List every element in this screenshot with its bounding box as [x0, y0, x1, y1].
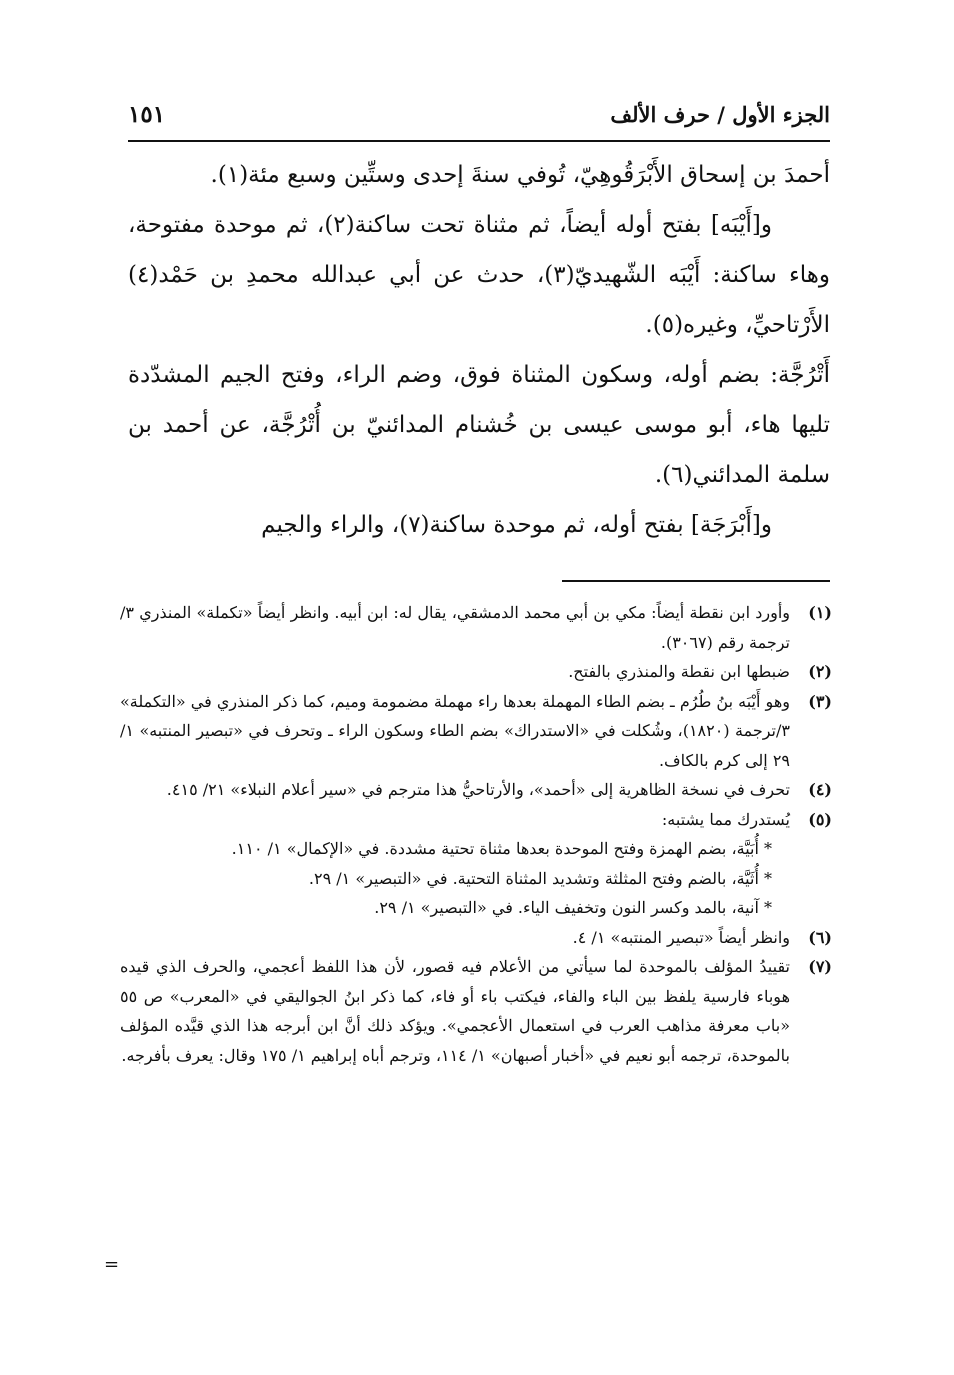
footnote-text: وانظر أيضاً «تبصير المنتبه» ١/ ٤. [572, 927, 790, 947]
page-number: ١٥١ [128, 100, 166, 128]
paragraph-1: أحمدَ بن إسحاق الأَبْرَقُوهِيّ، تُوفي سنةَ إحدى وستِّين وسبع مئة(١). [210, 162, 830, 188]
footnotes [120, 598, 832, 1070]
header-rule [128, 140, 830, 142]
footnote-text: وأورد ابن نقطة أيضاً: مكي بن أبي محمد الدمشقي، يقال له: ابن أبيه. وانظر أيضاً «تكملة» المنذري ٣/ترجمة رقم (٣٠٦٧). [120, 603, 790, 652]
paragraph-2: و[أَيْبَه] بفتح أوله أيضاً، ثم مثناة تحت ساكنة(٢)، ثم موحدة مفتوحة، وهاء ساكنة: أَيْبَه الشّهيديّ(٣)، حدث عن أبي عبدالله محمدِ بن حَمْد(٤) الأَرْتاحيِّ، وغيره(٥). [128, 212, 831, 338]
footnote-subitem: * آنية، بالمد وكسر النون وتخفيف الياء. في «التبصير» ١/ ٢٩. [374, 898, 772, 917]
footnote-number: (٧) [808, 957, 832, 976]
footnote-2 [120, 657, 832, 687]
paragraph-3: أَتْرُجَّة: بضم أوله، وسكون المثناة فوق، وضم الراء، وفتح الجيم المشدّدة تليها هاء، أبو موسى عيسى بن خُشنام المدائنيّ بن أُتْرُجَّة، عن أحمد بن سلمة المدائني(٦). [128, 362, 830, 488]
footnote-number: (٥) [808, 809, 832, 829]
footnote-text [120, 805, 790, 923]
footnote-5 [120, 805, 832, 923]
footnote-6 [120, 923, 832, 953]
margin-marker: = [104, 1254, 120, 1275]
footnote-number: (٤) [808, 780, 832, 799]
footnote-4 [120, 775, 832, 805]
footnote-7 [120, 952, 832, 1070]
main-text [128, 150, 830, 550]
footnote-text: وهو أَيْبَه بنُ طُرُم ـ بضم الطاء المهملة بعدها راء مهملة مضمومة وميم، كما ذكر المنذري في «التكملة» ٣/ترجمة (١٨٢٠)، وشُكلت في «الاستدراك» بضم الطاء وسكون الراء ـ وتحرف في «تبصير المنتبه» ١/ ٢٩ إلى كرم بالكاف. [120, 691, 790, 770]
footnote-3 [120, 687, 832, 776]
footnote-rule [562, 580, 830, 582]
footnote-number: (٦) [808, 927, 832, 947]
page-header [128, 92, 830, 136]
running-title: الجزء الأول / حرف الألف [610, 101, 830, 127]
footnote-text: تقييدُ المؤلف بالموحدة لما سيأتي من الأعلام فيه قصور، لأن هذا اللفظ أعجمي، والحرف الذي قيده هوباء فارسية يلفظ بين الباء والفاء، فيكتب باء أو فاء، كما ذكر ابنُ الجواليقي في «المعرب» ص ٥٥ «باب معرفة مذاهب العرب في استعمال الأعجمي». ويؤكد ذلك أنَّ ابن أبرجه هذا الذي قيَّده المؤلف بالموحدة، ترجمه أبو نعيم في «أخبار أصبهان» ١/ ١١٤، وترجم أباه إبراهيم ١/ ١٧٥ وقال: يعرف بأفرجه. [120, 957, 791, 1065]
footnote-subitem: * أُثَيَّة، بالضم وفتح المثلثة وتشديد المثناة التحتية. في «التبصير» ١/ ٢٩. [308, 868, 772, 888]
paragraph-4: و[أَبْرَجَة] بفتح أوله، ثم موحدة ساكنة(٧)، والراء والجيم [261, 512, 772, 538]
footnote-text: تحرف في نسخة الظاهرية إلى «أحمد»، والأرتاحيُّ هذا مترجم في «سير أعلام النبلاء» ٢١/ ٤١٥. [166, 780, 790, 799]
footnote-1 [120, 598, 832, 657]
footnote-subitem: * أُبَيَّة، بضم الهمزة وفتح الموحدة بعدها مثناة تحتية مشددة. في «الإكمال» ١/ ١١٠. [231, 839, 772, 858]
footnote-number: (٣) [808, 691, 832, 711]
footnote-text: ضبطها ابن نقطة والمنذري بالفتح. [568, 662, 790, 681]
footnote-number: (١) [808, 603, 832, 622]
footnote-line: يُستدرك مما يشتبه: [661, 809, 790, 829]
footnote-number: (٢) [808, 662, 832, 681]
